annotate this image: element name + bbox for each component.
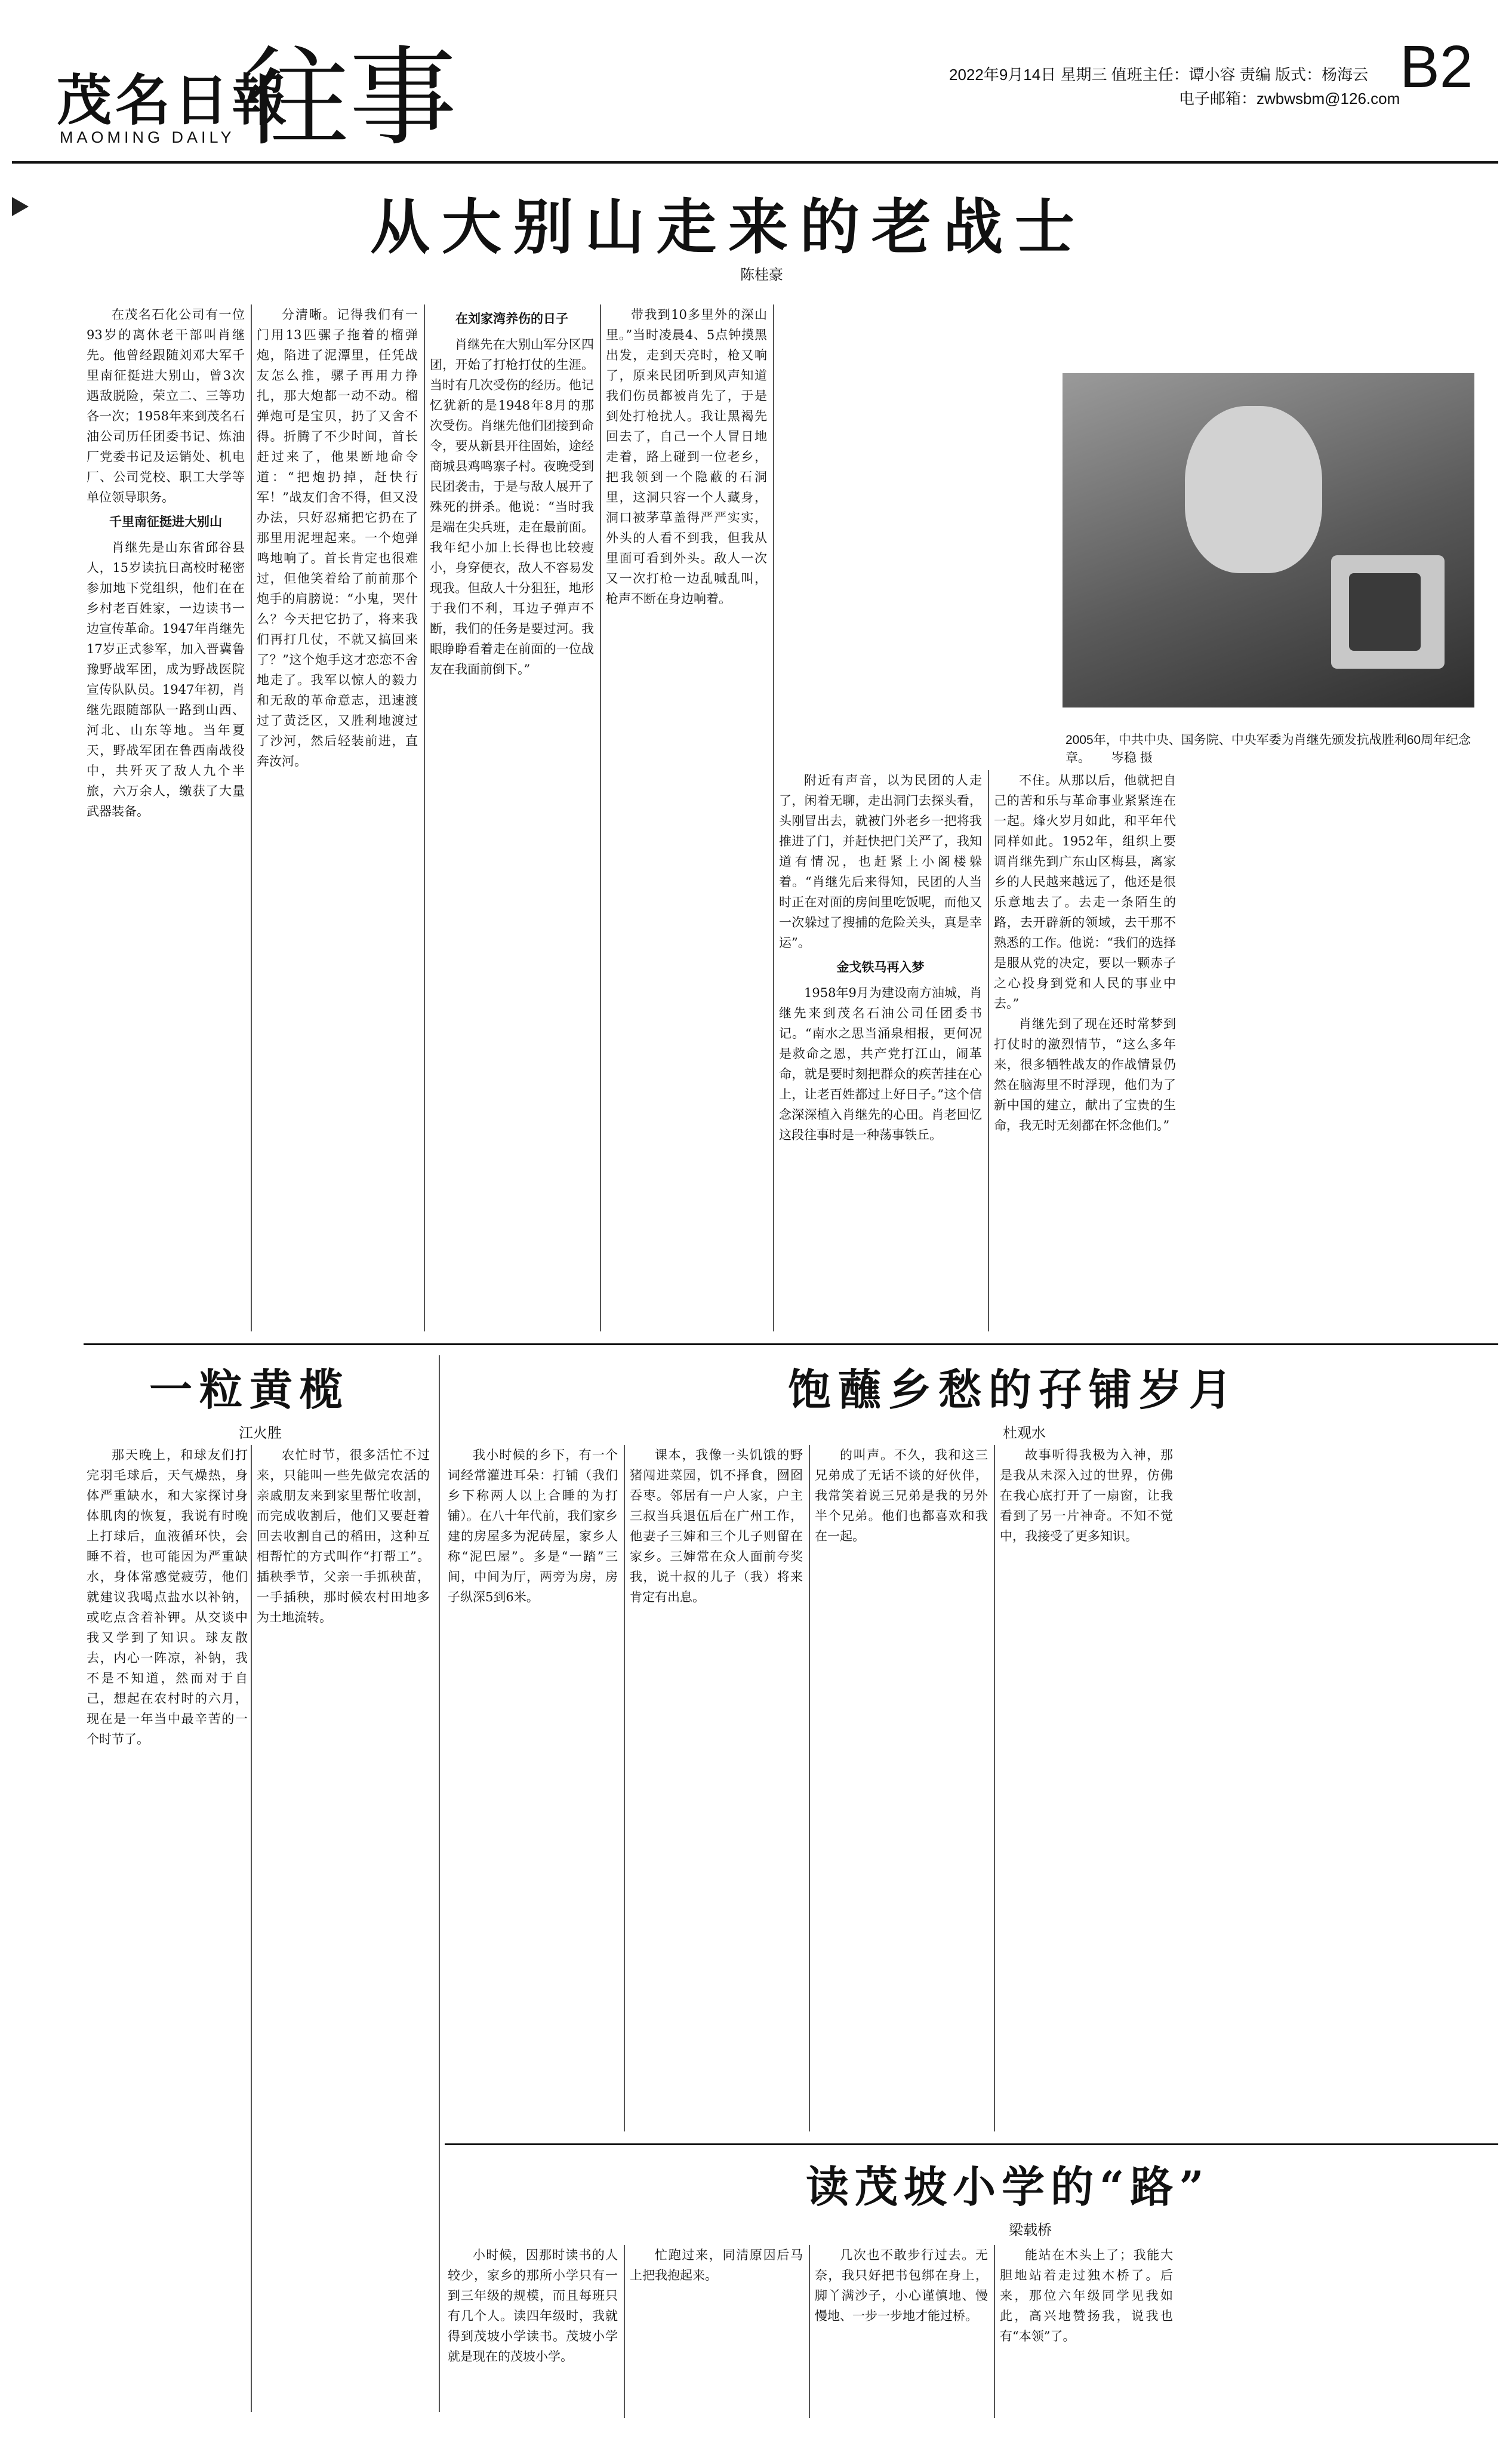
article4-author: 梁载桥 xyxy=(1009,2222,1052,2238)
article1-subhead1: 千里南征挺进大别山 xyxy=(109,515,222,529)
section-rule xyxy=(84,1343,1498,1345)
article3-title: 饱蘸乡愁的孖铺岁月 xyxy=(788,1364,1240,1415)
col-divider xyxy=(600,304,601,1331)
col-divider xyxy=(809,2245,810,2418)
article1-col1: 在茂名石化公司有一位93岁的离休老干部叫肖继先。他曾经跟随刘邓大军千里南征挺进大别山，曾3次遇敌脱险，荣立二、三等功各一次；1958年来到茂名石油公司历任团委书记、炼油厂党委书记及运销处、机电厂、公司党校、职工大学等单位领导职务。 千里南征挺进大别山 肖继先是山东省邱谷县人，15岁读抗日高校时秘密参加地下党组织，他们在在乡村老百姓家，一边读书一边宣传革命。1947年肖继先17岁正式参军，加入晋冀鲁豫野战军团，成为野战医院宣传队队员。1947年初，肖继先跟随部队一路到山西、河北、山东等地。当年夏天，野战军团在鲁西南战役中，共歼灭了敌人九个半旅，六万余人，缴获了大量武器装备。 xyxy=(87,307,245,819)
article4-col3: 几次也不敢步行过去。无奈，我只好把书包绑在身上，脚丫满沙子，小心谨慎地、慢慢地、一步一步地才能过桥。 xyxy=(815,2248,988,2323)
article1-title: 从大别山走来的老战士 xyxy=(370,192,1086,262)
masthead-rule xyxy=(12,161,1498,164)
section-rule xyxy=(445,2143,1498,2145)
article4-col2: 忙跑过来，同清原因后马上把我抱起来。 xyxy=(630,2248,803,2282)
col-divider xyxy=(251,304,252,1331)
article4-col4: 能站在木头上了；我能大胆地站着走过独木桥了。后来，那位六年级同学见我如此，高兴地赞扬我，说我也有“本领”了。 xyxy=(1000,2248,1173,2343)
col-divider xyxy=(809,1445,810,2131)
col-divider xyxy=(994,1445,995,2131)
col-divider xyxy=(773,304,774,1331)
newspaper-logo: 茂名日報 xyxy=(57,68,291,133)
article1-col4: 带我到10多里外的深山里。”当时凌晨4、5点钟摸黑出发，走到天亮时，枪又响了，原来民团听到风声知道我们伤员都被肖先了，于是到处打枪扰人。我让黑褐先回去了，自己一个人冒日地走着，路上碰到一位老乡，把我领到一个隐蔽的石洞里，这洞只容一个人藏身，洞口被茅草盖得严严实实，外头的人看不到我，但我从里面可看到外头。敌人一次又一次打枪一边乱喊乱叫，枪声不断在身边响着。 xyxy=(606,307,767,606)
article1-author: 陈桂豪 xyxy=(740,267,783,283)
col-divider xyxy=(994,2245,995,2418)
col-divider xyxy=(439,1355,440,2412)
photo-credit: 岑稳 摄 xyxy=(1111,751,1153,765)
page-info: 2022年9月14日 星期三 值班主任：谭小容 责编 版式：杨海云 xyxy=(949,66,1369,84)
medal-icon xyxy=(1349,573,1421,651)
col-divider xyxy=(988,770,989,1331)
article4-title: 读茂坡小学的“路” xyxy=(806,2161,1210,2212)
article1-col5: 附近有声音，以为民团的人走了，闲着无聊，走出洞门去探头看，头刚冒出去，就被门外老乡一把将我推进了门，并赶快把门关严了，我知道有情况，也赶紧上小阁楼躲着。“肖继先后来得知，民团的人当时正在对面的房间里吃饭呢，而他又一次躲过了搜捕的危险关头，真是幸运”。 金戈铁马再入梦 1958年9月为建设南方油城，肖继先来到茂名石油公司任团委书记。“南水之思当涌泉相报，更何况是救命之恩，共产党打江山，闹革命，就是要时刻把群众的疾苦挂在心上，让老百姓都过上好日子。”这个信念深深植入肖继先的心田。肖老回忆这段往事时是一种荡事铁丘。 xyxy=(779,773,982,1142)
col-divider xyxy=(424,304,425,1331)
article1-col6: 不住。从那以后，他就把自己的苦和乐与革命事业紧紧连在一起。烽火岁月如此，和平年代同样如此。1952年，组织上要调肖继先到广东山区梅县，离家乡的人民越来越远了，他还是很乐意地去了。去走一条陌生的路，去开辟新的领域，去干那不熟悉的工作。他说：“我们的选择是服从党的决定，要以一颗赤子之心投身到党和人民的事业中去。” 肖继先到了现在还时常梦到打仗时的激烈情节，“这么多年来，很多牺牲战友的作战情景仍然在脑海里不时浮现，他们为了新中国的建立，献出了宝贵的生命，我无时无刻都在怀念他们。” xyxy=(994,773,1176,1133)
section-title: 往事 xyxy=(242,36,457,161)
newspaper-logo-english: MAOMING DAILY xyxy=(60,128,235,146)
article1-subhead3: 金戈铁马再入梦 xyxy=(836,961,925,974)
article3-col2: 课本，我像一头饥饿的野猪闯进菜园，饥不择食，囫囵吞枣。邻居有一户人家，户主三叔当兵退伍后在广州工作，他妻子三婶和三个儿子则留在家乡。三婶常在众人面前夸奖我，说十叔的儿子（我）将来肯定有出息。 xyxy=(630,1448,803,1604)
article2-author: 江火胜 xyxy=(239,1425,282,1441)
article2-col1: 那天晚上，和球友们打完羽毛球后，天气燥热，身体严重缺水，和大家探讨身体肌肉的恢复，我说有时晚上打球后，血液循环快，会睡不着，也可能因为严重缺水，身体常感觉疲劳，他们就建议我喝点盐水以补钠，或吃点含着补钾。从交谈中我又学到了知识。球友散去，内心一阵凉，补钠，我不是不知道，然而对于自己，想起在农村时的六月，现在是一年当中最辛苦的一个时节了。 xyxy=(87,1448,248,1746)
article3-author: 杜观水 xyxy=(1003,1425,1046,1441)
photo-caption: 2005年，中共中央、国务院、中央军委为肖继先颁发抗战胜利60周年纪念章。 岑稳 摄 xyxy=(1065,733,1471,765)
article1-col2: 分清晰。记得我们有一门用13匹骡子拖着的榴弹炮，陷进了泥潭里，任凭战友怎么推，骡子再用力挣扎，那大炮都一动不动。榴弹炮可是宝贝，扔了又舍不得。折腾了不少时间，首长赶过来了，他果断地命令道：“把炮扔掉，赶快行军！”战友们舍不得，但又没办法，只好忍痛把它扔在了那里用泥埋起来。一个炮弹鸣地响了。首长肯定也很难过，但他笑着给了前前那个炮手的肩膀说：“小鬼，哭什么？今天把它扔了，将来我们再打几仗，不就又搞回来了？”这个炮手这才恋恋不舍地走了。我军以惊人的毅力和无敌的革命意志，迅速渡过了黄泛区，又胜利地渡过了沙河，然后轻装前进，直奔汝河。 xyxy=(257,307,418,768)
col-divider xyxy=(251,1445,252,2412)
col-divider xyxy=(624,2245,625,2418)
corner-arrow-icon xyxy=(12,197,29,216)
article3-col4: 故事听得我极为入神，那是我从未深入过的世界，仿佛在我心底打开了一扇窗，让我看到了另一片神奇。不知不觉中，我接受了更多知识。 xyxy=(1000,1448,1173,1543)
col-divider xyxy=(624,1445,625,2131)
page-email: 电子邮箱：zwbwsbm@126.com xyxy=(1179,90,1400,107)
article2-col2: 农忙时节，很多活忙不过来，只能叫一些先做完农活的亲戚朋友来到家里帮忙收割，而完成收割后，他们又要赶着回去收割自己的稻田，这种互相帮忙的方式叫作“打帮工”。插秧季节，父亲一手抓秧苗，一手插秧，那时候农村田地多为土地流转。 xyxy=(257,1448,430,1625)
article1-subhead2: 在刘家湾养伤的日子 xyxy=(455,312,568,326)
article4-col1: 小时候，因那时读书的人较少，家乡的那所小学只有一到三年级的规模，而且每班只有几个人。读四年级时，我就得到茂坡小学读书。茂坡小学就是现在的茂坡小学。 xyxy=(448,2248,618,2364)
article3-col1: 我小时候的乡下，有一个词经常灌进耳朵：打铺（我们乡下称两人以上合睡的为打铺）。在八十年代前，我们家乡建的房屋多为泥砖屋，家乡人称“泥巴屋”。多是“一踏”三间，中间为厅，两旁为房，房子纵深5到6米。 xyxy=(448,1448,618,1604)
veteran-face-shape xyxy=(1185,406,1322,573)
article3-col3: 的叫声。不久，我和这三兄弟成了无话不谈的好伙伴，我常笑着说三兄弟是我的另外半个兄弟。他们也都喜欢和我在一起。 xyxy=(815,1448,988,1543)
article1-col3: 在刘家湾养伤的日子 肖继先在大别山军分区四团，开始了打枪打仗的生涯。当时有几次受伤的经历。他记忆犹新的是1948年8月的那次受伤。肖继先他们团接到命令，要从新县开往固始，途经商城县鸡鸣寨子村。夜晚受到民团袭击，于是与敌人展开了殊死的拼杀。他说：“当时我是端在尖兵班，走在最前面。我年纪小加上长得也比较瘦小，身穿便衣，敌人不容易发现我。但敌人十分狙狂，地形于我们不利，耳边子弹声不断，我们的任务是要过河。我眼睁睁看着走在前面的一位战友在我面前倒下。” xyxy=(430,304,594,1331)
article2-title: 一粒黄榄 xyxy=(149,1364,350,1415)
page-number: B2 xyxy=(1400,33,1473,100)
